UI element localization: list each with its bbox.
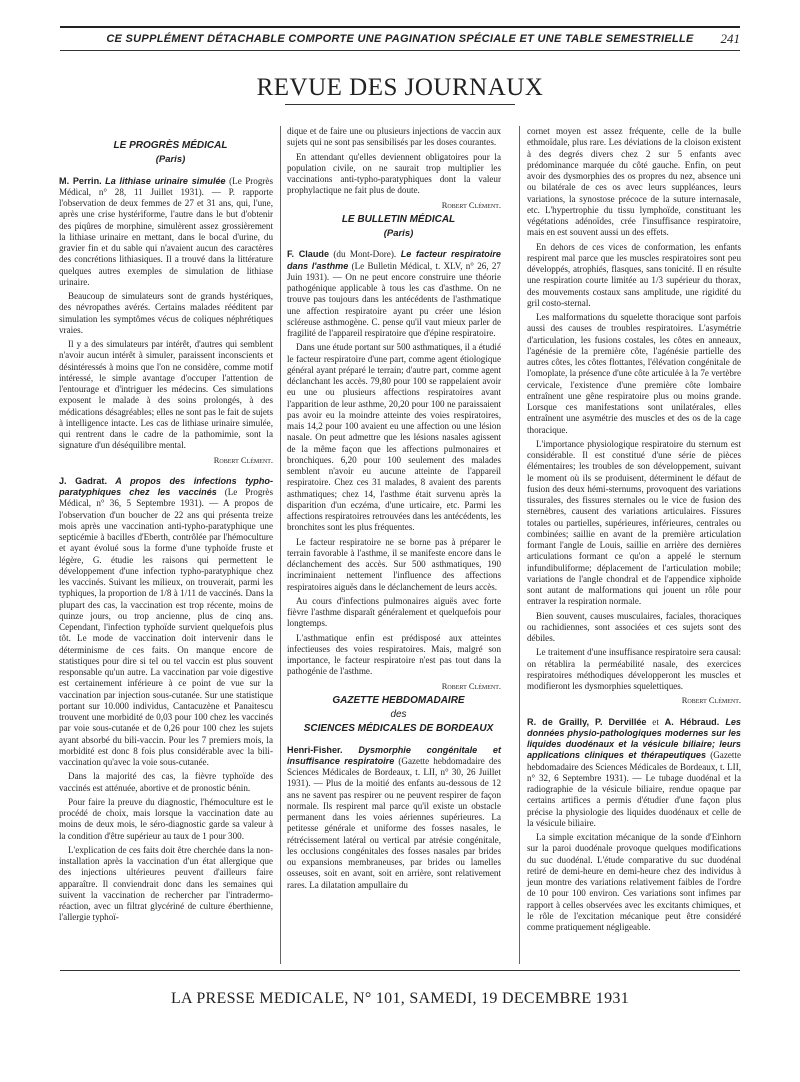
article-de-grailly [527,717,741,830]
article-title: Dysmorphie congénitale et insuffisance respiratoire [287,744,501,766]
article-paragraph: Au cours d'infections pulmonaires aiguës avec forte fièvre l'asthme disparaît généralement et quelquefois pour longtemps. [287,595,501,629]
article-claude [287,249,501,339]
article-signature: Robert Clément. [441,680,501,691]
article-paragraph: L'asthmatique enfin est prédisposé aux atteintes infectieuses des voies respiratoires. Mais, malgré son importance, le facteur respiratoire n'est pas tout dans la pathogénie de l'asthme. [287,632,501,677]
article-title: La lithiase urinaire simulée [105,175,226,186]
article-paragraph: Pour faire la preuve du diagnostic, l'hémoculture est le procédé de choix, mais lorsque la vaccination date au moins de deux mois, le séro-diagnostic garde sa valeur à la condition d'être supérieur au taux de 1 pour 300. [59,796,273,841]
section-heading: LE PROGRÈS MÉDICAL [113,140,228,151]
section-place: (Paris) [155,154,186,166]
article-title: Le facteur respiratoire dans l'asthme [287,249,501,271]
article-paragraph: Beaucoup de simulateurs sont de grands hystériques, des névropathes avérés. Certains malades rééditent par simulation les symptômes vécus de coliques néphrétiques vraies. [59,291,273,335]
article-paragraph: Bien souvent, causes musculaires, faciales, thoraciques ou rachidiennes, sont associées et ces sujets sont des débiles. [527,610,741,643]
footer-rule [60,970,740,971]
article-text: (Le Bulletin Médical, t. XLV, n° 26, 27 Juin 1931). — On ne peut encore construire une théorie pathogénique applicable à tous les cas d'asthme. On ne trouve pas toujours dans les antécédents de l'asthmatique une affection respiratoire ayant pu créer une lésion scléreuse asthmogène. C. pense qu'il vaut mieux parler de fragilité de l'appareil respiratoire que d'épine respiratoire. [287,260,501,338]
article-paragraph: Il y a des simulateurs par intérêt, d'autres qui semblent n'avoir aucun intérêt à simuler, paraissent inconscients et désintéressés à moins que l'on ne considère, comme motif intéressé, le simple avantage d'occuper l'attention de l'entourage et d'intriguer les médecins. Ces simulations exposent le malade à des soins prolongés, à des médications désagréables; elles ne sont pas le fait de sujets à intelligence intacte. Les cas de lithiase urinaire simulée, qui rentrent dans le cadre de la pathomimie, sont la signature d'un déséquilibre mental. [59,339,273,451]
article-title: Les données physio-pathologiques modernes sur les liquides duodénaux et la vésicule biliaire; leurs applications cliniques et thérapeutiques [527,716,741,761]
article-henri-fisher [287,745,501,891]
article-paragraph: Les malformations du squelette thoracique sont parfois aussi des causes de troubles respiratoires. L'asymétrie d'articulation, les fusions costales, les côtes en anneaux, l'agénésie de la première côte, l'agénésie partielle des autres côtes, les côtes flottantes, l'élévation congénitale de l'omoplate, la présence d'une côte articulée à la 7e vertèbre cervicale, l'existence d'une première côte lombaire entraînent une gêne respiratoire plus ou moins grande. Lorsque ces manifestations sont unilatérales, elles entraînent une asymétrie des muscles et des os de la cage thoracique. [527,312,741,435]
article-paragraph: L'explication de ces faits doit être cherchée dans la non-installation après la vaccination d'un état allergique que des injections ultérieures peuvent d'ailleurs faire apparaître. Il conviendrait donc dans les semaines qui suivent la vaccination de rechercher par l'intradermo-réaction, avec un filtrat glycériné de culture éberthienne, l'allergie typhoï- [59,844,273,923]
article-author-and: et [646,716,665,727]
article-author: F. Claude [287,249,330,260]
article-paragraph: Le facteur respiratoire ne se borne pas à préparer le terrain favorable à l'asthme, il se manifeste encore dans le déclanchement des accès. Sur 500 asthmatiques, 190 incriminaient nettement l'influence des affections respiratoires aiguës dans le déclanchement de leurs accès. [287,536,501,592]
article-author: M. Perrin. [59,175,102,186]
section-place: (Paris) [383,228,414,239]
article-author: R. de Grailly, P. Dervillée [527,716,647,727]
column-divider-2 [519,126,520,964]
page-title: REVUE DES JOURNAUX [256,74,544,101]
article-text: (Gazette hebdomadaire des Sciences Médicales de Bordeaux, t. LII, n° 32, 6 Septembre 1931). — Le tubage duodénal et la radiographie de la vésicule biliaire, rendue opaque par certains artifices a permis d'étudier d'une façon plus précise la physiologie des liquides duodénaux et celle de la vésicule biliaire. [527,750,741,828]
article-paragraph: Dans une étude portant sur 500 asthmatiques, il a étudié le facteur respiratoire d'une part, comme agent étiologique général ayant préparé le terrain; d'autre part, comme agent déclanchant les accès. 79,80 pour 100 se rappelaient avoir eu une ou plusieurs affections respiratoires avant l'apparition de leur asthme, 20,20 pour 100 ne paraissaient pas avoir eu la moindre atteinte des voies respiratoires, mais 14,2 pour 100 avaient eu une affection ou une lésion nasale. On peut admettre que les lésions nasales agissent de la même façon que les affections pulmonaires et bronchiques. 6,20 pour 100 seulement des malades semblent n'avoir eu aucune atteinte de l'appareil respiratoire. Chez ces 31 malades, 8 avaient des parents asthmatiques; chez 14, l'asthme était survenu après la disparition d'un eczéma, d'une urticaire, etc. Parmi les affections respiratoires retrouvées dans les antécédents, les bronchites sont les plus fréquentes. [287,342,501,533]
section-heading-line2: des [390,709,407,720]
article-author: A. Hébraud. [664,716,720,727]
article-paragraph: En attendant qu'elles deviennent obligatoires pour la population civile, on ne saurait trop multiplier les vaccinations anti-typho-paratyphiques dont la valeur prophylactique ne fait plus de doute. [287,151,501,196]
article-author: Henri-Fisher. [287,744,343,755]
article-paragraph: En dehors de ces vices de conformation, les enfants respirent mal parce que les muscles respiratoires sont peu développés, atrophiés, flasques, sans tonicité. Il en résulte une respiration courte limitée au 1/3 supérieur du thorax, des mouvements costaux sans amplitude, une rigidité du gril costo-sternal. [527,241,741,308]
article-perrin [59,176,273,289]
article-text: (Le Progrès Médical, n° 36, 5 Septembre 1931). — A propos de l'observation d'un boucher de 22 ans qui présenta treize mois après une vaccination anti-typho-paratyphique une septicémie à bacilles d'Eberth, contrôlée par l'hémoculture et ayant évolué sous la forme d'une typhoïde fruste et légère, G. étudie les raisons qui permettent le développement d'une infection typho-paratyphique chez les vaccinés. Suivant les milieux, on trouverait, parmi les typhiques, la proportion de 1/8 à 1/11 de vaccinés. Dans la plupart des cas, la vaccination est trop récente, moins de quinze jours, ou trop ancienne, plus de cinq ans. Cependant, l'infection typhoïde survient quelquefois plus tôt. Le mode de vaccination doit intervenir dans le déterminisme de ces faits. On manque encore de statistiques pour dire si tel ou tel vaccin est plus souvent responsable qu'un autre. La vaccination par voie digestive est certainement inférieure à ce point de vue sur la vaccination par injection sous-cutanée. Sur une statistique portant sur 10.000 individus, Cantacuzène et Panaitescu trouvent une morbidité de 0,03 pour 100 chez les vaccinés par voie sous-cutanée et de 0,26 pour 100 chez les sujets ayant absorbé du bili-vaccin. Pour les 7 premiers mois, la morbidité est donc 8 fois plus considérable avec la bili-vaccination qu'avec la voie sous-cutanée. [59,487,273,767]
section-heading-line3: SCIENCES MÉDICALES DE BORDEAUX [303,723,494,735]
article-continuation: cornet moyen est assez fréquente, celle de la bulle ethmoïdale, plus rare. Les déviations de la cloison existent à des degrés divers chez 2 sur 5 enfants avec prédominance marquée du côté gauche. Enfin, on peut avoir des dysmorphies des os propres du nez, absence uni ou bilatérale de ces os avec leurs suppléances, leurs variations, la synostose précoce de la suture internasale, etc. L'hypertrophie du tissu lymphoïde, constituant les végétations adénoïdes, crée l'insuffisance respiratoire, mais en est souvent aussi un des effets. [527,126,741,238]
article-paragraph: L'importance physiologique respiratoire du sternum est considérable. Il est constitué d'une série de pièces élémentaires; les troubles de son développement, suivant le moment où ils se produisent, déterminent le défaut de fusion des deux hémi-sternums, provoquent des variations tissurales, des fissures sternales ou le vice de fusion des sternèbres, causent des variations articulaires. Fissures totales ou partielles, supérieures, inférieures, centrales ou combinées; saillie en avant de la première articulation formant l'angle de Louis, saillie en arrière des dernières articulations formant ce qu'on a appelé le sternum infundibuliforme; déplacement de l'articulation mobile; variations de l'angle chondral et de l'appendice xiphoïde sont autant de malformations qui jouent un rôle pour entraver la respiration normale. [527,438,741,607]
article-paragraph: La simple excitation mécanique de la sonde d'Einhorn sur la paroi duodénale provoque quelques modifications du suc duodénal. L'étude comparative du suc duodénal retiré de demi-heure en demi-heure chez des individus à jeun montre des variations relativement faibles de l'ordre de 10 pour 100 environ. Ces variations sont infimes par rapport à celles observées avec les excitants chimiques, et le rôle de l'excitation mécanique peut être considéré comme pratiquement négligeable. [527,832,741,932]
article-author-place: (du Mont-Dore). [329,249,397,260]
header-rule [60,50,740,51]
section-heading: LE BULLETIN MÉDICAL [341,213,456,225]
column-2 [287,126,501,894]
article-title: A propos des infections typho-paratyphiques chez les vaccinés [59,475,273,497]
running-title: CE SUPPLÉMENT DÉTACHABLE COMPORTE UNE PAGINATION SPÉCIALE ET UNE TABLE SEMESTRIELLE [106,33,694,45]
article-paragraph: Dans la majorité des cas, la fièvre typhoïde des vaccinés est atténuée, abortive et de pronostic bénin. [59,771,273,793]
section-heading: GAZETTE HEBDOMADAIRE [332,694,465,706]
column-3 [527,126,741,936]
article-paragraph: Le traitement d'une insuffisance respiratoire sera causal: on rétablira la perméabilité nasale, des exercices respiratoires méthodiques développeront les muscles et modifieront les dysmorphies squelettiques. [527,647,741,691]
article-gadrat [59,476,273,769]
article-continuation: dique et de faire une ou plusieurs injections de vaccin aux sujets qui ne sont pas sensibilisés par les doses courantes. [287,126,501,148]
article-signature: Robert Clément. [681,695,741,706]
page-footer: LA PRESSE MEDICALE, N° 101, SAMEDI, 19 DECEMBRE 1931 [170,990,630,1007]
title-rule [285,104,515,105]
page-number: 241 [720,31,740,46]
article-text: (Le Progrès Médical, n° 28, 11 Juillet 1931). — P. rapporte l'observation de deux femmes de 27 et 31 ans, qui, l'une, après une crise hystériforme, l'autre dans le but d'obtenir des piqûres de morphine, simulèrent assez grossièrement la lithiase urinaire en mettant, dans le bocal d'urine, du gravier fin et du sable qui n'avaient aucun des caractères des concrétions lithiasiques. Il a trouvé dans la littérature quelques autres exemples de simulation de lithiase urinaire. [59,175,274,287]
running-header [60,26,740,50]
column-divider-1 [280,126,281,964]
article-signature: Robert Clément. [213,454,273,465]
article-author: J. Gadrat. [59,475,107,486]
article-signature: Robert Clément. [441,199,501,210]
article-text: (Gazette hebdomadaire des Sciences Médicales de Bordeaux, t. LII, n° 30, 26 Juillet 1931). — Plus de la moitié des enfants au-dessous de 12 ans ne savent pas respirer ou ne peuvent respirer de façon normale. Ils respirent mal parce qu'il existe un obstacle permanent dans les voies aériennes supérieures. La petitesse générale et uniforme des fosses nasales, le rétrécissement latéral ou vertical par atrésie congénitale, les occlusions congénitales des fosses nasales par brides ou expansions membraneuses, par brides ou lamelles osseuses, soit en avant, soit en arrière, sont relativement rares. La dilatation ampullaire du [287,755,502,890]
column-1 [59,140,273,927]
